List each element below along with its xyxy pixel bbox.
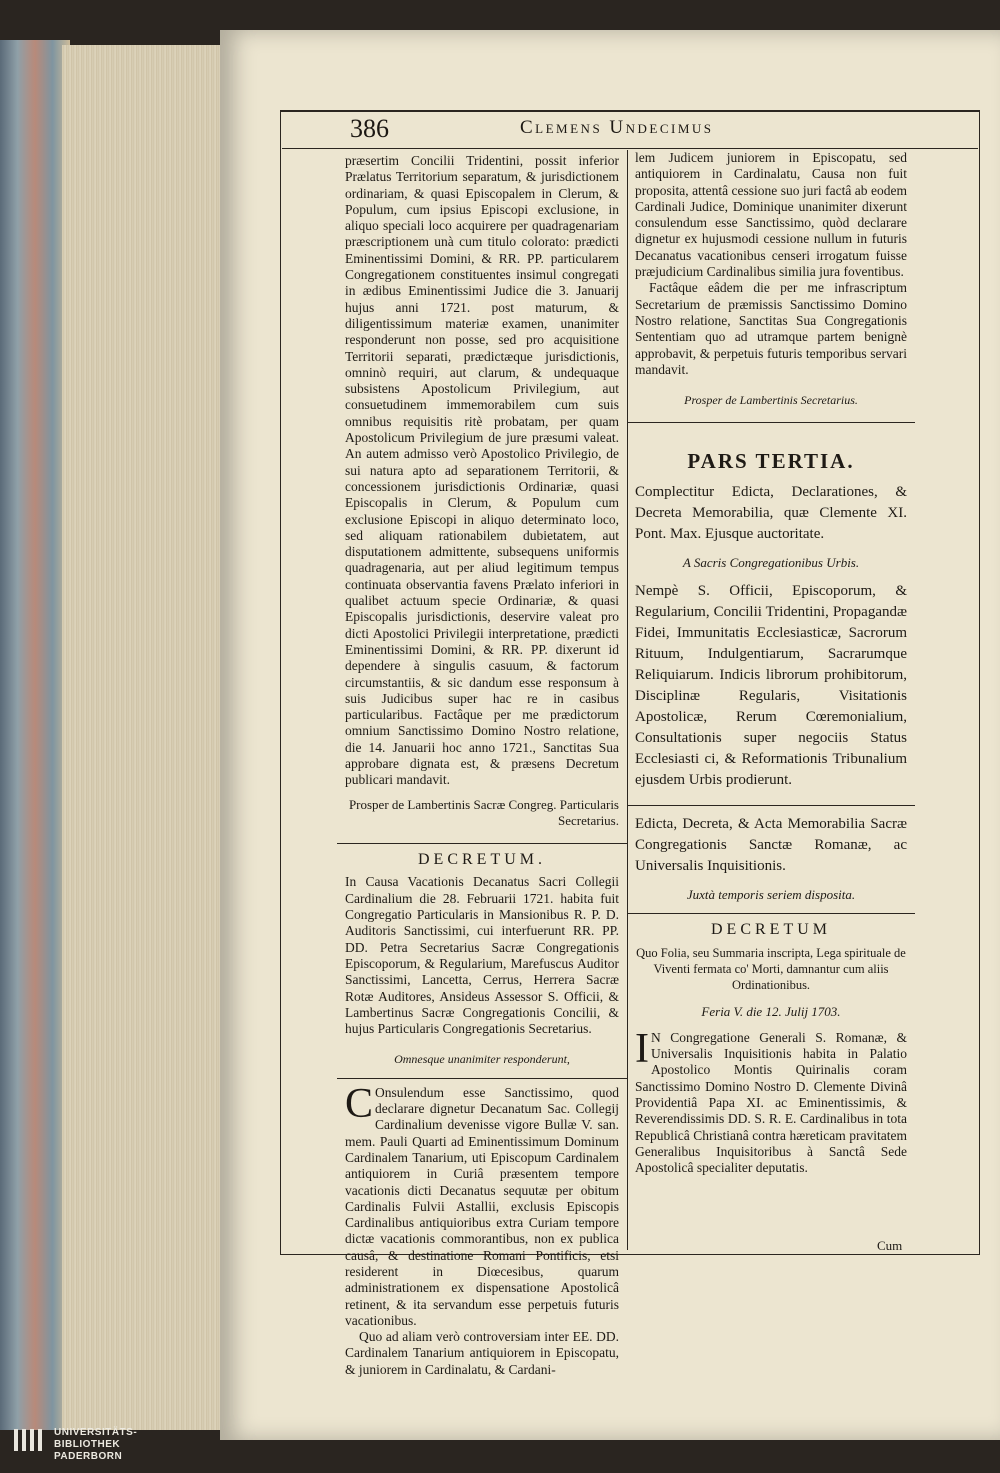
juxta-line: Juxtà temporis seriem disposita. — [686, 887, 856, 903]
right-column — [635, 150, 907, 1177]
signature-2: Prosper de Lambertinis Secretarius. — [684, 393, 858, 408]
decretum-heading: DECRETUM. — [418, 851, 546, 869]
section-rule — [627, 805, 915, 806]
left-paragraph-1: præsertim Concilii Tridentini, possit inferior Prælatus Territorium separatum, & jurisdictionem ordinariam, & quasi Episcopalem in Clerum, & Populum, cum ipsius Episcopi exclusione, in aliquo speciali loco acquirere per quadragenariam præscriptionem unà cum titulo colorato: prædicti Eminentissimi Domini, & RR. PP. particularem Congregationem constituentes insimul congregati in ædibus Eminentissimi Judice die 3. Januarij hujus anni 1721. post maturum, & diligentissimum materiæ examen, unanimiter responderunt non posse, sed pro acquisitione Territorii separati, prædictæque jurisdictionis, omninò requiri, aut clarum, & undequaque subsistens Apostolicum Privilegium, aut consuetudinem immemorabilem cum suis omnibus requisitis ritè probatam, per quam Apostolicum Privilegium de jure præsumi valeat. An autem admisso verò Apostolico Privilegio, de sui natura apto ad separationem Territorii, & concessionem jurisdictionis Ordinariæ, quasi Episcopalis in Clerum, & Populum cum exclusione Episcopi in aliquo determinato loco, sed aliquam rationabilem dubietatem, aut disputationem admittente, subsequens uniformis quadragenaria, aut per aliud legitimum tempus continuata observantia favens Prælato inferiori in qualibet actuum specie Ordinariæ, & quasi Episcopalis jurisdictionis, deservire valeat pro dicti Apostolici Privilegii interpretatione, prædicti Eminentissimi Domini, & RR. PP. dixerunt id dependere à singulis casuum, & factorum circumstantiis, & sic dandum esse responsum à suis Judicibus super hac re in casibus particularibus. Factâque per me prædictorum omnium Sanctissimo Domino Nostro relatione, die 14. Januarii hoc anno 1721., Sanctitas Sua approbare dignata est, & præsens Decretum publicari mandavit. — [345, 153, 619, 788]
in-congregatione-paragraph: I N Congregatione Generali S. Romanæ, & Universalis Inquisitionis habita in Palatio Apostolico Montis Quirinalis coram Sanctissimo Domino Nostro D. Clemente Divinâ Providentiâ Papa XI. ac Eminentissimis, & Reverendissimis DD. S. R. E. Cardinalibus in tota Republicâ Christianâ contra hæreticam pravitatem Generalibus Inquisitoribus à Sanctâ Sede Apostolicâ specialiter deputatis. — [635, 1025, 907, 1176]
library-logo-icon — [10, 1425, 50, 1465]
logo-line-2: BIBLIOTHEK — [54, 1439, 121, 1450]
page-edges — [62, 45, 224, 1430]
catchword: Cum — [877, 1238, 903, 1253]
left-column — [345, 153, 619, 1378]
column-divider — [627, 150, 628, 1250]
section-rule — [627, 913, 915, 914]
decretum-body: In Causa Vacationis Decanatus Sacri Collegii Cardinalium die 28. Februarii 1721. habita fuit Congregatio Particularis in Mansionibus R. P. D. Auditoris Sanctissimi, cui interfuerunt RR. PP. DD. Petra Secretarius Sacræ Congregationis Episcoporum, & Regularium, Marefuscus Auditor Sanctissimi, Lancetta, Cerrus, Herrera Sacræ Rotæ Auditores, Ansideus Assessor S. Officii, & Lambertinus Sacræ Congregationis Concilii, & hujus Particularis Congregationis Secretarius. — [345, 874, 619, 1037]
edicta-text: Edicta, Decreta, & Acta Memorabilia Sacræ Congregationis Sanctæ Romanæ, ac Universalis Inquisitionis. — [635, 816, 907, 875]
right-paragraph-1: lem Judicem juniorem in Episcopatu, sed antiquiorem in Cardinalatu, Causa non fuit proposita, attentâ cessione suo juri factâ ab eodem Cardinali Judice, Dominique unanimiter dixerunt consulendum esse Sanctissimo, quòd declarare dignetur ex hujusmodi cessione nullum in futuris Decanatus vacationibus censeri irrogatum fuisse præjudicium Cardinalibus similia jura foventibus. — [635, 150, 907, 280]
consulendum-paragraph: C Onsulendum esse Sanctissimo, quod declarare dignetur Decanatum Sac. Collegij Cardinalium devenisse vigore Bullæ V. san. mem. Pauli Quarti ad Eminentissimum Dominum Cardinalem Tanarium, uti Episcopum Cardinalem antiquiorem in Curiâ præsentem tempore vacationis dicti Decanatus sequutæ per obitum Cardinalis Fulvii Astallii, exclusis Episcopis Cardinalibus antiquioribus extra Curiam tempore dictæ vacationis commorantibus, non ex publica causâ, & destinatione Romani Pontificis, etsi residerent in Diœcesibus, quarum administrationem ex dispensatione Apostolicâ retinent, & ita servandum esse perpetuis futuris vacationibus. — [345, 1080, 619, 1328]
section-rule — [337, 1078, 627, 1079]
nempe-text: Nempè S. Officii, Episcoporum, & Regularium, Concilii Tridentini, Propagandæ Fidei, Immunitatis Ecclesiasticæ, Sacrorum Rituum, Indulgentiarum, Sacrarumque Reliquiarum. Indicis librorum prohibitorum, Disciplinæ Regularis, Visitationis Apostolicæ, Rerum Cœremonialium, Consultationis super negociis Status Ecclesiasti ci, & Reformationis Tribunalium ejusdem Urbis prodierunt. — [635, 583, 907, 789]
omnesque-line: Omnesque unanimiter responderunt, — [394, 1052, 570, 1067]
page-number: 386 — [350, 114, 389, 143]
header-rule — [282, 148, 978, 149]
pars-tertia-heading: PARS TERTIA. — [687, 449, 855, 474]
drop-cap: C — [345, 1080, 374, 1127]
logo-line-3: PADERBORN — [54, 1451, 123, 1462]
complectitur-text: Complectitur Edicta, Declarationes, & Decreta Memorabilia, quæ Clemente XI. Pont. Max. Ejusque auctoritate. — [635, 483, 907, 542]
running-head: Clemens Undecimus — [520, 117, 714, 138]
quo-folia-text: Quo Folia, seu Summaria inscripta, Lega spirituale de Viventi fermata co' Morti, damnantur cum aliis Ordinationibus. — [636, 945, 906, 993]
right-paragraph-2: Factâque eâdem die per me infrascriptum Secretarium de præmissis Sanctissimo Domino Nostro relatione, Sanctitas Sua Congregationis Sententiam quo ad utramque partem benignè approbavit, & perpetuis futuris temporibus servari mandavit. — [635, 280, 907, 377]
decretum-2-heading: DECRETUM — [711, 921, 831, 939]
a-sacris-line: A Sacris Congregationibus Urbis. — [682, 554, 860, 570]
book-binding — [0, 40, 70, 1430]
drop-cap: I — [635, 1025, 649, 1072]
logo-line-1: UNIVERSITÄTS- — [54, 1427, 138, 1438]
section-rule — [627, 422, 915, 423]
quo-ad-paragraph: Quo ad aliam verò controversiam inter EE. DD. Cardinalem Tanarium antiquiorem in Episcopatu, & juniorem in Cardinalatu, & Cardani- — [345, 1329, 619, 1377]
signature-1: Prosper de Lambertinis Sacræ Congreg. Particularis Secretarius. — [348, 796, 619, 828]
feria-line: Feria V. die 12. Julij 1703. — [701, 1003, 841, 1019]
library-logo-text — [54, 1427, 137, 1463]
section-rule — [337, 843, 627, 844]
